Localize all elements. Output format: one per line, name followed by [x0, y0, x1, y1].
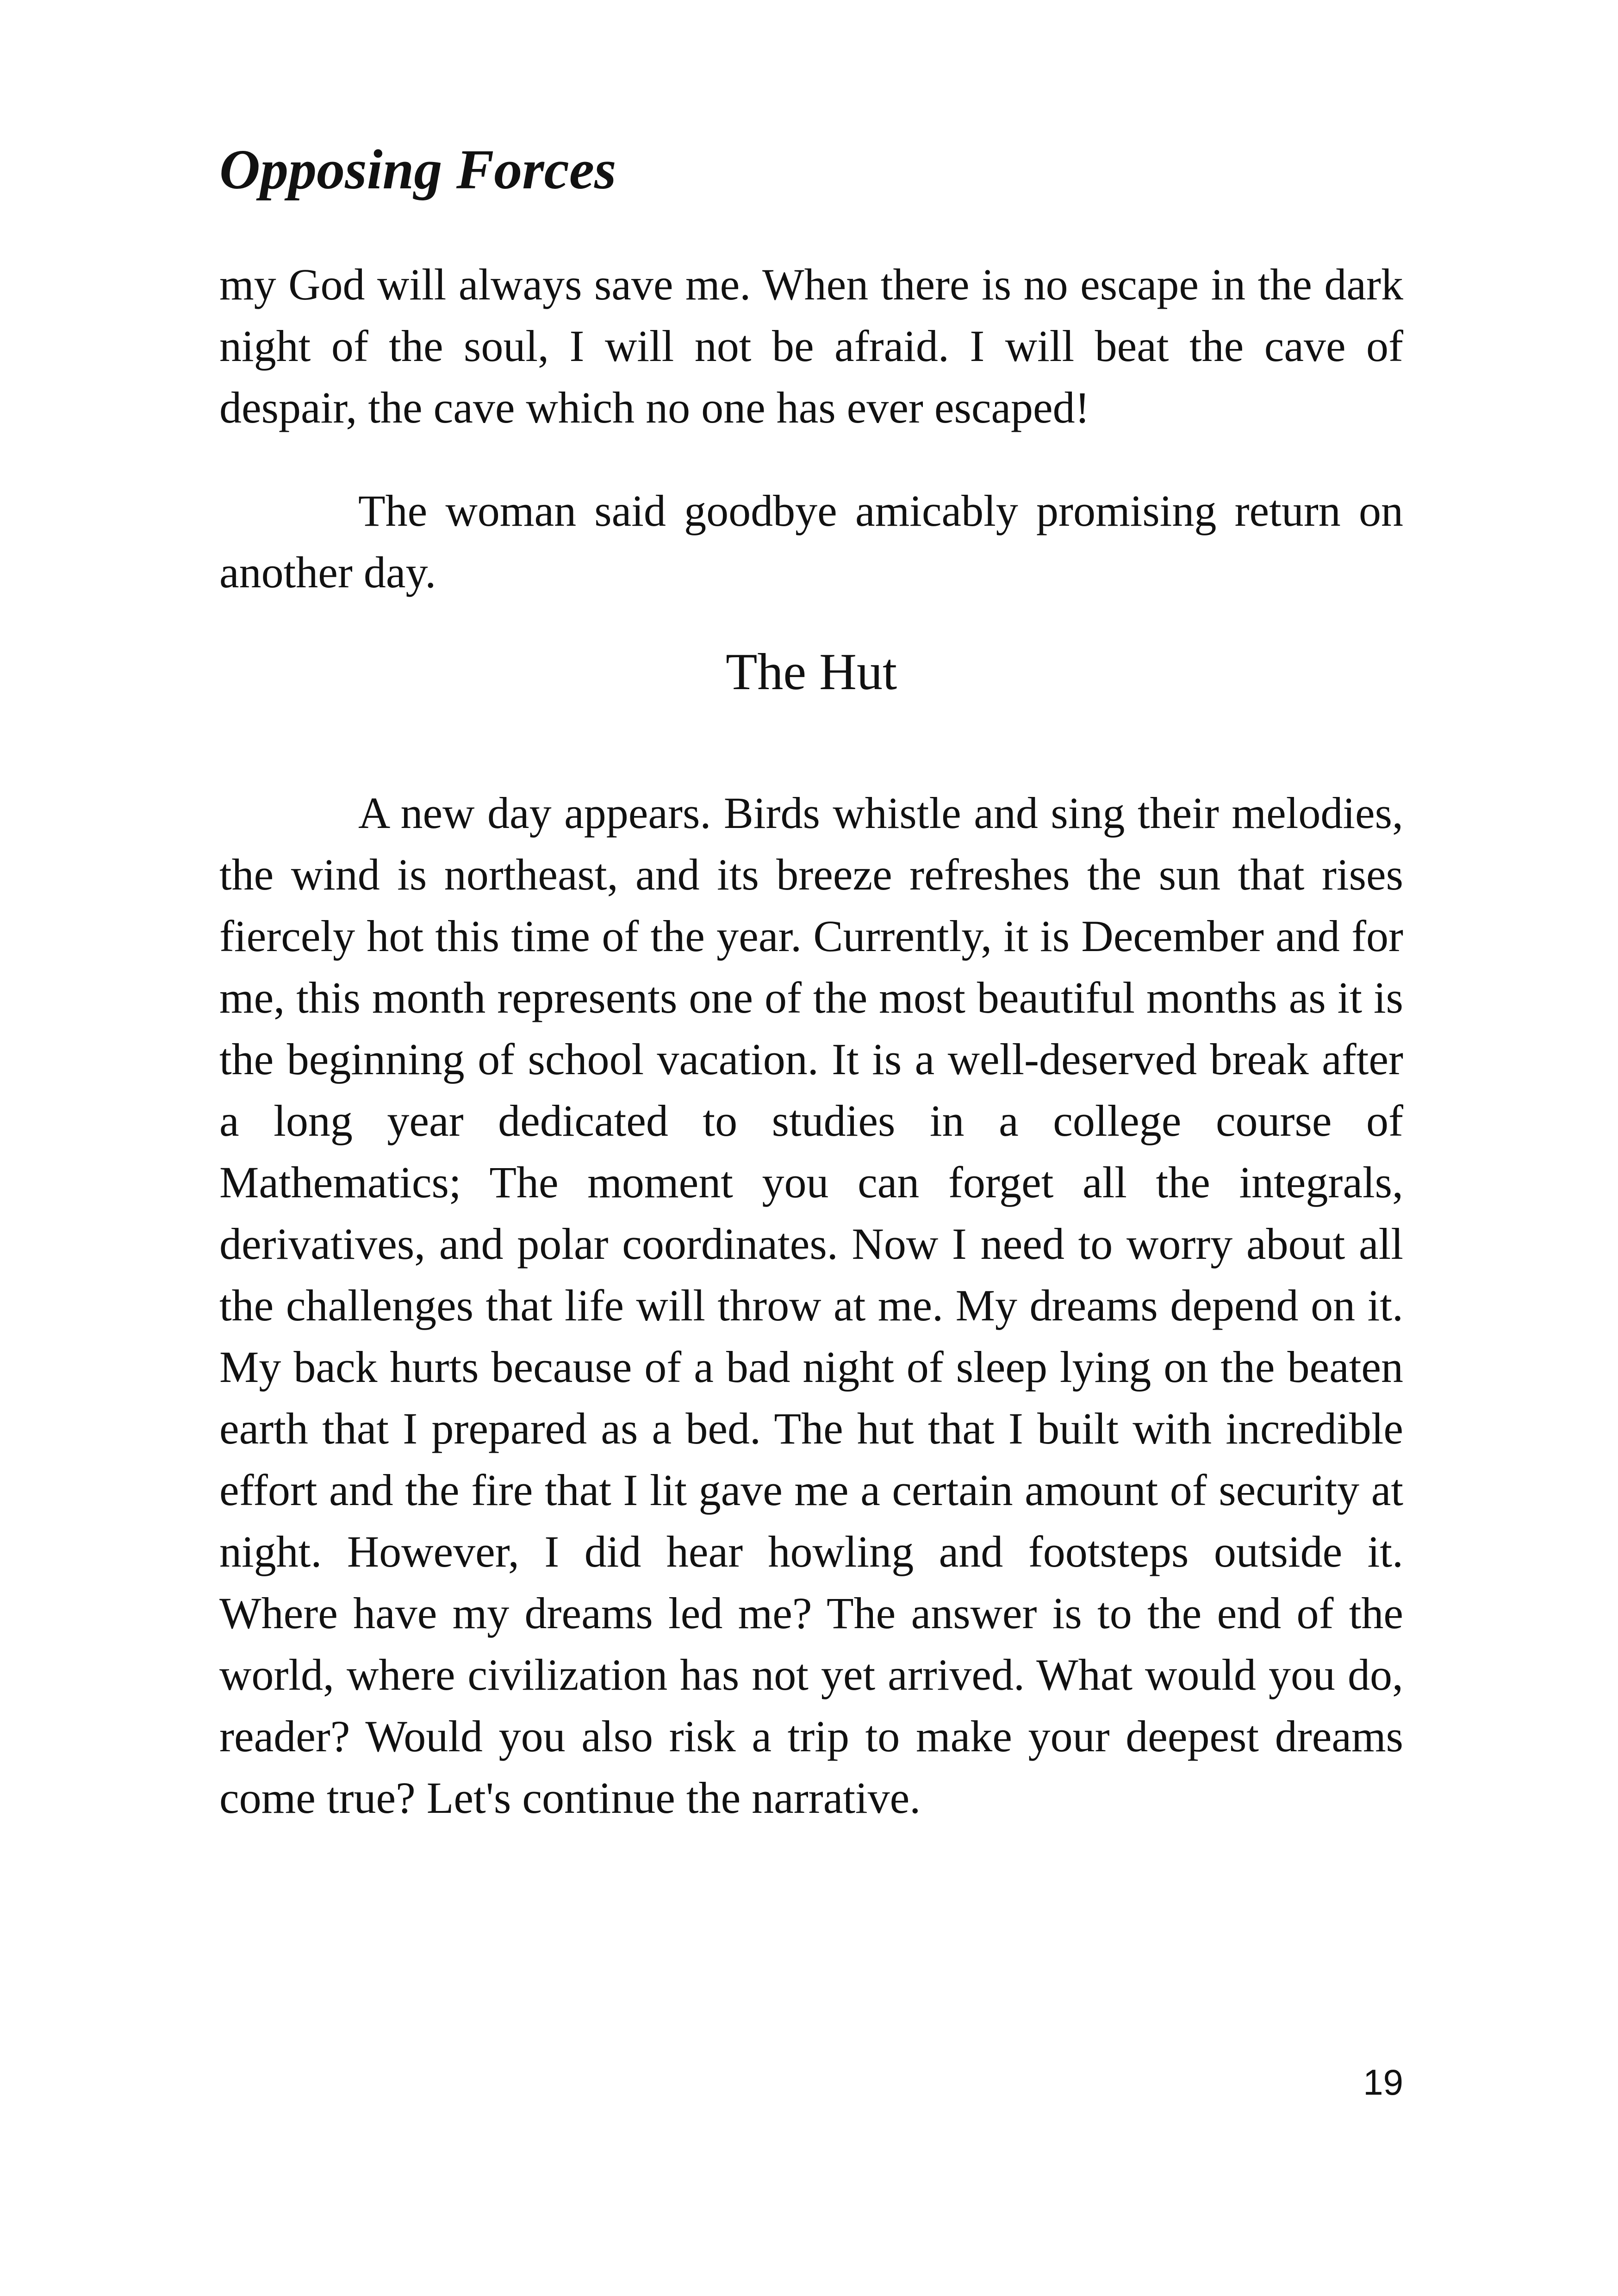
section-heading: The Hut	[725, 643, 897, 701]
page-number: 19	[1363, 2062, 1403, 2103]
section-paragraph-1: A new day appears. Birds whistle and sing their melodies, the wind is northeast, and its breeze refreshes the sun that rises fiercely hot this time of the year. Currently, it is December and for me, this month represents one of the most beautiful months as it is the beginning of school vacation. It is a well-deserved break after a long year dedicated to studies in a college course of Mathematics; The moment you can forget all the integrals, derivatives, and polar coordinates. Now I need to worry about all the challenges that life will throw at me. My dreams depend on it. My back hurts because of a bad night of sleep lying on the beaten earth that I prepared as a bed. The hut that I built with incredible effort and the fire that I lit gave me a certain amount of security at night. However, I did hear howling and footsteps outside it. Where have my dreams led me? The answer is to the end of the world, where civilization has not yet arrived. What would you do, reader? Would you also risk a trip to make your deepest dreams come true? Let's continue the narrative.	[219, 788, 1403, 1823]
running-header-title: Opposing Forces	[219, 138, 616, 201]
body-paragraph-1: my God will always save me. When there is no escape in the dark night of the soul, I will not be afraid. I will beat the cave of despair, the cave which no one has ever escaped!	[219, 260, 1403, 432]
body-paragraph-2: The woman said goodbye amicably promising return on another day.	[219, 486, 1403, 597]
